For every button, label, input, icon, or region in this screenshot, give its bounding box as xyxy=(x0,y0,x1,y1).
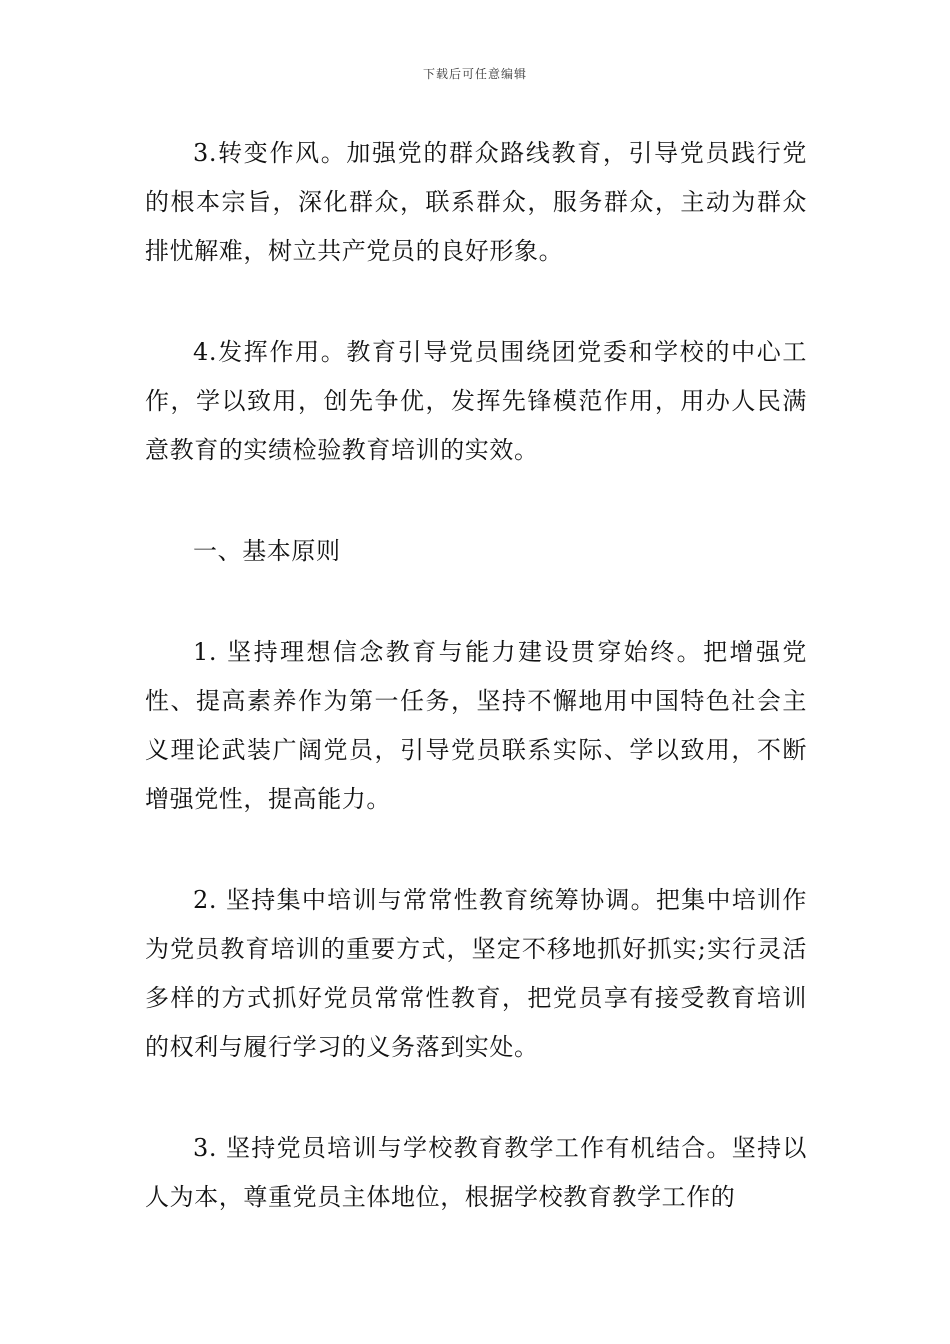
page-header: 下载后可任意编辑 xyxy=(422,67,527,81)
principle-item-3: 3. 坚持党员培训与学校教育教学工作有机结合。坚持以人为本，尊重党员主体地位，根据学校教育教学工作的 xyxy=(145,1134,807,1211)
principle-item-2: 2. 坚持集中培训与常常性教育统筹协调。把集中培训作为党员教育培训的重要方式，坚定不移地抓好抓实;实行灵活多样的方式抓好党员常常性教育，把党员享有接受教育培训的权利与履行学习的义务落到实处。 xyxy=(145,886,807,1061)
document-body xyxy=(145,129,807,1274)
paragraph-item-3: 3.转变作风。加强党的群众路线教育，引导党员践行党的根本宗旨，深化群众，联系群众，服务群众，主动为群众排忧解难，树立共产党员的良好形象。 xyxy=(145,139,807,265)
paragraph-item-4: 4.发挥作用。教育引导党员围绕团党委和学校的中心工作，学以致用，创先争优，发挥先锋模范作用，用办人民满意教育的实绩检验教育培训的实效。 xyxy=(145,338,807,464)
principle-item-1: 1. 坚持理想信念教育与能力建设贯穿始终。把增强党性、提高素养作为第一任务，坚持不懈地用中国特色社会主义理论武装广阔党员，引导党员联系实际、学以致用，不断增强党性，提高能力。 xyxy=(145,638,807,813)
section-heading: 一、基本原则 xyxy=(193,537,341,565)
